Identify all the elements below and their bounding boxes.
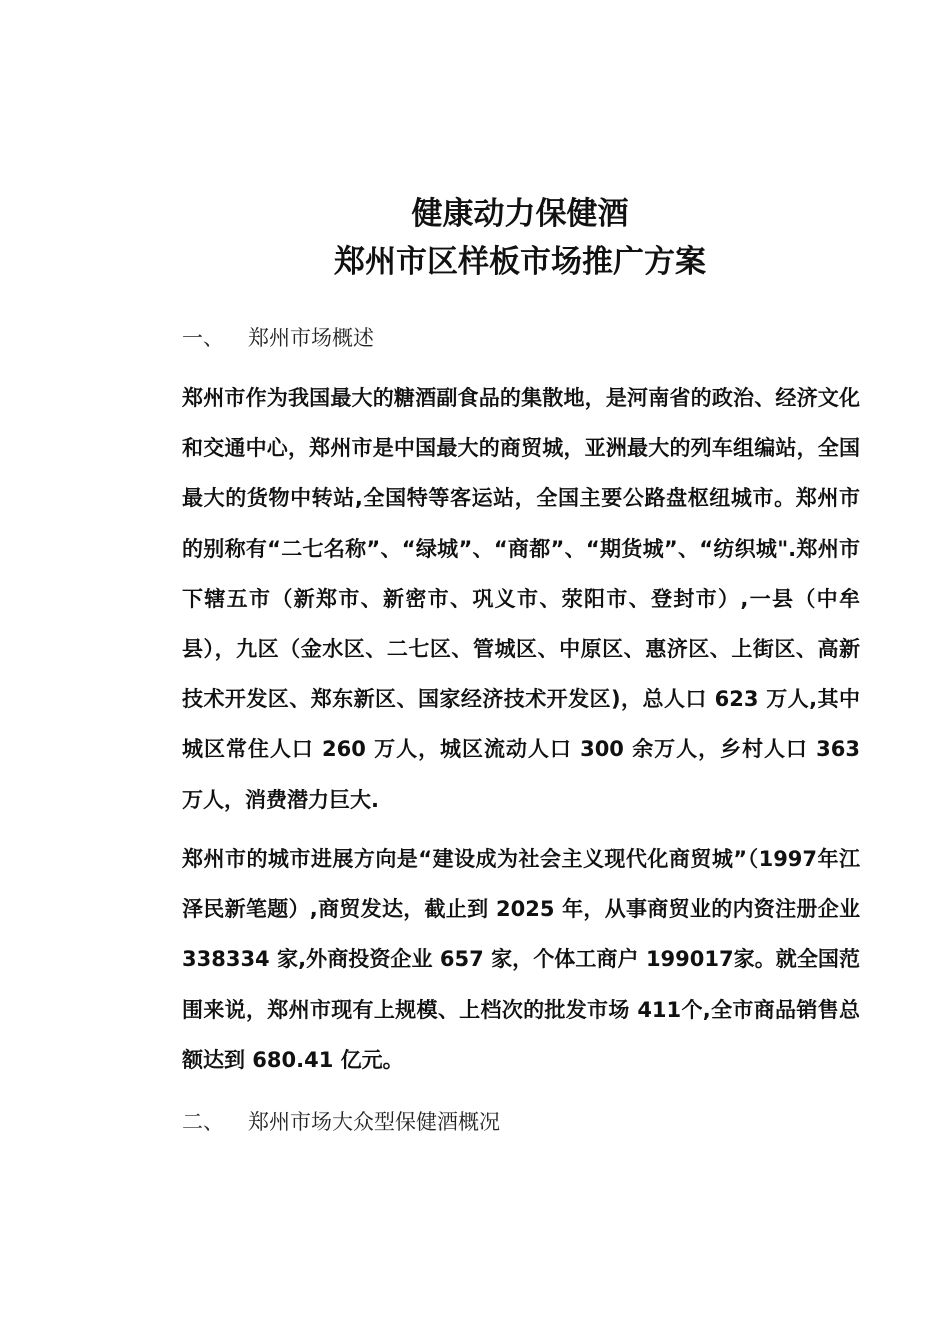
section-heading-2 xyxy=(182,1106,500,1136)
section-title-2: 郑州市场大众型保健酒概况 xyxy=(248,1110,500,1134)
section-title-1: 郑州市场概述 xyxy=(248,326,374,350)
section-number-2: 二、 xyxy=(182,1110,224,1134)
paragraph-2: 郑州市的城市进展方向是“建设成为社会主义现代化商贸城”（1997年江泽民新笔题）,商贸发达，截止到 2025 年，从事商贸业的内资注册企业 338334 家,外商投资企业 657 家，个体工商户 199017家。就全国范围来说，郑州市现有上规模、上档次的批发市场 411个,全市商品销售总额达到 680.41 亿元。 xyxy=(182,847,860,1072)
section-heading-1 xyxy=(182,322,374,352)
title-line-1: 健康动力保健酒 xyxy=(411,196,629,232)
title-line-2: 郑州市区样板市场推广方案 xyxy=(334,244,706,280)
section-number-1: 一、 xyxy=(182,326,224,350)
paragraph-1: 郑州市作为我国最大的糖酒副食品的集散地，是河南省的政治、经济文化和交通中心，郑州市是中国最大的商贸城，亚洲最大的列车组编站，全国最大的货物中转站,全国特等客运站，全国主要公路盘枢纽城市。郑州市的别称有“二七名称”、“绿城”、“商都”、“期货城”、“纺织城".郑州市下辖五市（新郑市、新密市、巩义市、荥阳市、登封市）,一县（中牟县），九区（金水区、二七区、管城区、中原区、惠济区、上街区、高新技术开发区、郑东新区、国家经济技术开发区)，总人口 623 万人,其中城区常住人口 260 万人，城区流动人口 300 余万人，乡村人口 363 万人，消费潜力巨大. xyxy=(182,386,860,812)
document-title xyxy=(0,190,950,286)
